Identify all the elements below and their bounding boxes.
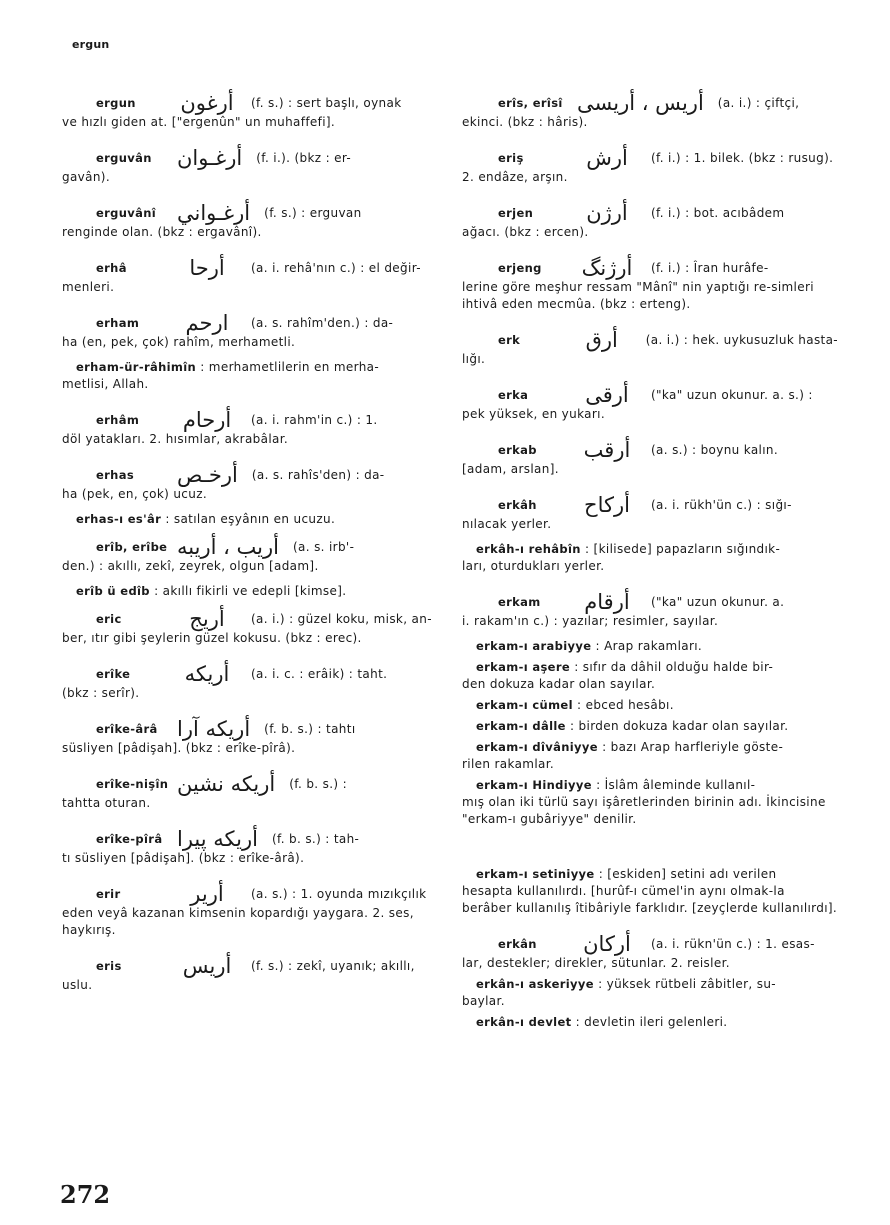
- dictionary-entry: [62, 608, 434, 647]
- dictionary-entry: [462, 718, 838, 735]
- entry-headword: erîb ü edîb: [76, 584, 150, 598]
- dictionary-entry: [462, 1014, 838, 1031]
- dictionary-entry: [462, 933, 838, 972]
- entry-continuation: tahtta oturan.: [62, 796, 151, 810]
- entry-definition: (a. i.) : hek. uykusuzluk hasta-: [645, 332, 838, 347]
- entry-headword: erîke-nişîn: [96, 776, 169, 791]
- page-number: 272: [60, 1180, 111, 1209]
- entry-arabic: أريس ، أريسى: [577, 91, 704, 115]
- dictionary-entry: [62, 511, 434, 528]
- dictionary-entry: [62, 202, 434, 241]
- entry-continuation: [adam, arslan].: [462, 462, 559, 476]
- entry-arabic: أريب ، أريبه: [177, 535, 279, 559]
- entry-continuation: ha (en, pek, çok) rahîm, merhametli.: [62, 335, 296, 349]
- entry-definition: : [eskiden] setini adı verilen: [598, 867, 777, 881]
- entry-definition: (f. b. s.) : tah-: [271, 831, 360, 846]
- entry-continuation: renginde olan. (bkz : ergavânî).: [62, 225, 262, 239]
- entry-arabic: أرق: [585, 328, 618, 352]
- dictionary-entry: [62, 312, 434, 351]
- dictionary-entry: [62, 359, 434, 393]
- entry-continuation: lar, destekler; direkler, sütunlar. 2. reisler.: [462, 956, 730, 970]
- entry-continuation: ekinci. (bkz : hâris).: [462, 115, 588, 129]
- entry-definition: (f. s.) : zekî, uyanık; akıllı,: [251, 958, 415, 973]
- entry-headword: erkâh: [498, 497, 537, 512]
- entry-arabic: أرقب: [583, 438, 631, 462]
- entry-definition: (a. i.) : çiftçi,: [717, 95, 800, 110]
- dictionary-entry: [62, 663, 434, 702]
- entry-continuation: (bkz : serîr).: [62, 686, 140, 700]
- dictionary-entry: [62, 583, 434, 600]
- entry-headword: erkam-ı dîvâniyye: [476, 740, 598, 754]
- dictionary-entry: [62, 464, 434, 503]
- entry-definition: (a. i.) : güzel koku, misk, an-: [251, 611, 432, 626]
- entry-headword: erhas-ı es'âr: [76, 512, 162, 526]
- dictionary-entry: [62, 409, 434, 448]
- entry-definition: (a. i. rükh'ün c.) : sığı-: [651, 497, 792, 512]
- entry-headword: erkam-ı aşere: [476, 660, 571, 674]
- entry-arabic: أرش: [586, 146, 628, 170]
- entry-definition: : satılan eşyânın en ucuzu.: [165, 512, 336, 526]
- dictionary-entry: [62, 536, 434, 575]
- entry-definition: (a. s.) : 1. oyunda mızıkçılık: [251, 886, 427, 901]
- entry-definition: (f. s.) : sert başlı, oynak: [251, 95, 402, 110]
- entry-definition: (f. i.) : 1. bilek. (bkz : rusug).: [651, 150, 834, 165]
- entry-definition: (f. b. s.) : tahtı: [264, 721, 356, 736]
- entry-arabic: أركاح: [584, 493, 630, 517]
- entry-headword: erkam: [498, 594, 541, 609]
- entry-headword: erk: [498, 332, 521, 347]
- entry-definition: : devletin ileri gelenleri.: [575, 1015, 728, 1029]
- entry-continuation: rilen rakamlar.: [462, 757, 555, 771]
- entry-continuation: süsliyen [pâdişah]. (bkz : erîke-pîrâ).: [62, 741, 296, 755]
- entry-headword: erkam-ı arabiyye: [476, 639, 592, 653]
- dictionary-entry: [462, 257, 838, 313]
- entry-headword: erkam-ı Hindiyye: [476, 778, 592, 792]
- entry-arabic: أريكه آرا: [177, 717, 251, 741]
- entry-definition: (a. i. rükn'ün c.) : 1. esas-: [651, 936, 815, 951]
- dictionary-entry: [462, 147, 838, 186]
- dictionary-entry: [462, 866, 838, 917]
- entry-headword: erka: [498, 387, 529, 402]
- entry-continuation: den.) : akıllı, zekî, zeyrek, olgun [adam].: [62, 559, 319, 573]
- dictionary-entry: [462, 439, 838, 478]
- entry-headword: erkam-ı cümel: [476, 698, 573, 712]
- entry-headword: erhâm: [96, 412, 140, 427]
- entry-arabic: أرغون: [180, 91, 234, 115]
- dictionary-entry: [62, 718, 434, 757]
- dictionary-entry: [462, 638, 838, 655]
- entry-continuation: ve hızlı giden at. ["ergenûn" un muhaffefi].: [62, 115, 336, 129]
- entry-arabic: أرحا: [189, 256, 225, 280]
- dictionary-entry: [462, 92, 838, 131]
- entry-arabic: أرخـص: [177, 463, 238, 487]
- dictionary-entry: [462, 591, 838, 630]
- entry-definition: : sıfır da dâhil olduğu halde bir-: [574, 660, 774, 674]
- entry-definition: : [kilisede] papazların sığındık-: [585, 542, 781, 556]
- entry-definition: : Arap rakamları.: [595, 639, 703, 653]
- entry-headword: erham: [96, 315, 140, 330]
- entry-headword: eriş: [498, 150, 524, 165]
- entry-headword: erkân-ı devlet: [476, 1015, 572, 1029]
- entry-continuation: tı süsliyen [pâdişah]. (bkz : erîke-ârâ).: [62, 851, 305, 865]
- entry-continuation: döl yatakları. 2. hısımlar, akrabâlar.: [62, 432, 289, 446]
- dictionary-entry: [62, 257, 434, 296]
- entry-definition: : İslâm âleminde kullanıl-: [596, 778, 756, 792]
- entry-definition: (a. i. rahm'in c.) : 1.: [251, 412, 378, 427]
- entry-continuation: mış olan iki türlü sayı işâretlerinden birinin adı. İkincisine "erkam-ı gubâriyye" denilir.: [462, 795, 826, 826]
- entry-arabic: أريج: [189, 607, 225, 631]
- dictionary-entry: [462, 494, 838, 533]
- entry-continuation: hesapta kullanılırdı. [hurûf-ı cümel'in aynı olmak-la berâber kullanılış îtibâriyle farklıdır. [zeyçlerde kullanılırdı].: [462, 884, 838, 915]
- entry-headword: eric: [96, 611, 122, 626]
- entry-headword: erîs, erîsî: [498, 95, 563, 110]
- entry-arabic: أرحام: [182, 408, 232, 432]
- entry-continuation: lerine göre meşhur ressam "Mânî" nin yaptığı re-simleri ihtivâ eden mecmûa. (bkz : erteng).: [462, 280, 814, 311]
- entry-definition: (a. s. rahîs'den) : da-: [251, 467, 385, 482]
- dictionary-entry: [62, 92, 434, 131]
- dictionary-entry: [462, 202, 838, 241]
- entry-arabic: أريكه: [184, 662, 230, 686]
- dictionary-entry: [462, 697, 838, 714]
- entry-definition: : bazı Arap harfleriyle göste-: [602, 740, 784, 754]
- entry-arabic: أرقام: [584, 590, 630, 614]
- entry-headword: erkân: [498, 936, 537, 951]
- entry-continuation: uslu.: [62, 978, 93, 992]
- entry-continuation: den dokuza kadar olan sayılar.: [462, 677, 656, 691]
- entry-headword: erhas: [96, 467, 135, 482]
- dictionary-entry: [62, 773, 434, 812]
- dictionary-entry: [462, 976, 838, 1010]
- entry-continuation: baylar.: [462, 994, 505, 1008]
- entry-definition: (a. s. irb'-: [293, 539, 355, 554]
- dictionary-entry: [462, 739, 838, 773]
- entry-continuation: nılacak yerler.: [462, 517, 552, 531]
- entry-arabic: أريكه نشين: [177, 772, 276, 796]
- entry-headword: erjeng: [498, 260, 542, 275]
- entry-continuation: menleri.: [62, 280, 115, 294]
- entry-headword: erguvânî: [96, 205, 157, 220]
- entry-continuation: gavân).: [62, 170, 110, 184]
- entry-definition: (a. i. c. : erâik) : taht.: [251, 666, 388, 681]
- entry-definition: ("ka" uzun okunur. a. s.) :: [651, 387, 813, 402]
- entry-headword: erhâ: [96, 260, 127, 275]
- dictionary-entry: [462, 329, 838, 368]
- entry-arabic: أرقى: [585, 383, 629, 407]
- entry-definition: (a. i. rehâ'nın c.) : el değir-: [251, 260, 421, 275]
- entry-arabic: أرغـوان: [177, 146, 243, 170]
- entry-definition: : birden dokuza kadar olan sayılar.: [569, 719, 789, 733]
- entry-headword: ergun: [96, 95, 136, 110]
- dictionary-entry: [462, 777, 838, 828]
- entry-definition: (f. i.). (bkz : er-: [256, 150, 352, 165]
- entry-continuation: 2. endâze, arşın.: [462, 170, 568, 184]
- dictionary-entry: [462, 659, 838, 693]
- entry-continuation: ları, oturdukları yerler.: [462, 559, 605, 573]
- entry-arabic: أركان: [583, 932, 631, 956]
- entry-headword: erîke-ârâ: [96, 721, 158, 736]
- entry-headword: erîb, erîbe: [96, 539, 168, 554]
- entry-definition: (f. i.) : Îran hurâfe-: [651, 260, 769, 275]
- entry-definition: : merhametlilerin en merha-: [200, 360, 380, 374]
- dictionary-entry: [62, 828, 434, 867]
- entry-definition: (f. s.) : erguvan: [264, 205, 362, 220]
- entry-headword: erkab: [498, 442, 537, 457]
- entry-arabic: ارحم: [185, 311, 229, 335]
- entry-headword: erham-ür-râhimîn: [76, 360, 197, 374]
- entry-headword: erjen: [498, 205, 534, 220]
- entry-definition: (a. s. rahîm'den.) : da-: [251, 315, 394, 330]
- entry-headword: eris: [96, 958, 122, 973]
- dictionary-entry: [462, 541, 838, 575]
- entry-arabic: أرژنگ: [581, 256, 633, 280]
- entry-arabic: أريكه پيرا: [177, 827, 258, 851]
- entry-headword: erguvân: [96, 150, 152, 165]
- entry-arabic: أرير: [190, 882, 224, 906]
- entry-arabic: أرژن: [586, 201, 628, 225]
- entry-headword: erîke: [96, 666, 131, 681]
- entry-continuation: pek yüksek, en yukarı.: [462, 407, 606, 421]
- entry-definition: (f. i.) : bot. acıbâdem: [651, 205, 785, 220]
- entry-headword: erir: [96, 886, 121, 901]
- entry-continuation: ağacı. (bkz : ercen).: [462, 225, 589, 239]
- entry-headword: erkam-ı setiniyye: [476, 867, 595, 881]
- dictionary-entry: [62, 955, 434, 994]
- entry-headword: erkân-ı askeriyye: [476, 977, 594, 991]
- entry-definition: (a. s.) : boynu kalın.: [651, 442, 779, 457]
- entry-continuation: lığı.: [462, 352, 486, 366]
- entry-definition: (f. b. s.) :: [289, 776, 347, 791]
- entry-headword: erkâh-ı rehâbîn: [476, 542, 581, 556]
- entry-continuation: i. rakam'ın c.) : yazılar; resimler, sayılar.: [462, 614, 719, 628]
- entry-headword: erkam-ı dâlle: [476, 719, 566, 733]
- entry-continuation: ber, ıtır gibi şeylerin güzel kokusu. (bkz : erec).: [62, 631, 362, 645]
- entry-definition: : yüksek rütbeli zâbitler, su-: [598, 977, 776, 991]
- entry-continuation: ha (pek, en, çok) ucuz.: [62, 487, 208, 501]
- running-head: ergun: [72, 38, 110, 51]
- entry-headword: erîke-pîrâ: [96, 831, 163, 846]
- dictionary-entry: [62, 883, 434, 939]
- entry-continuation: metlisi, Allah.: [62, 377, 149, 391]
- dictionary-entry: [462, 384, 838, 423]
- entry-arabic: أرغـواني: [177, 201, 251, 225]
- left-column: [62, 92, 434, 1010]
- right-column: [462, 92, 838, 1035]
- entry-definition: : ebced hesâbı.: [577, 698, 674, 712]
- entry-arabic: أريس: [182, 954, 232, 978]
- entry-continuation: eden veyâ kazanan kimsenin kopardığı yaygara. 2. ses, haykırış.: [62, 906, 414, 937]
- entry-definition: ("ka" uzun okunur. a.: [651, 594, 785, 609]
- dictionary-entry: [62, 147, 434, 186]
- entry-definition: : akıllı fikirli ve edepli [kimse].: [154, 584, 347, 598]
